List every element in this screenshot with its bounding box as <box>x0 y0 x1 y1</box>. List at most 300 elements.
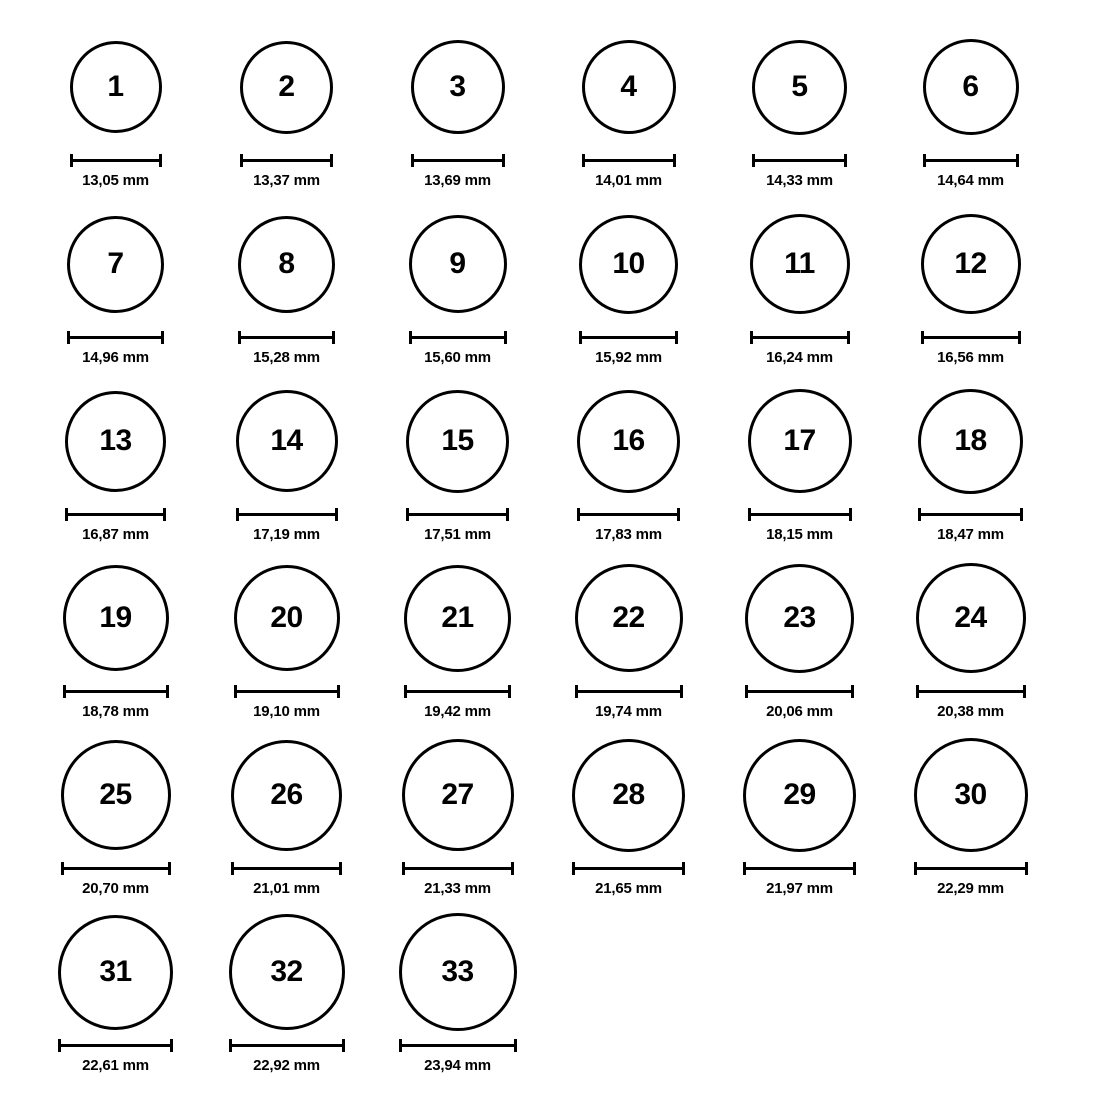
ring-size-number: 1 <box>107 70 124 103</box>
ring-size-number: 26 <box>270 778 303 811</box>
ring-size-cell <box>543 22 714 189</box>
ring-size-number: 33 <box>441 955 474 988</box>
ring-circle-wrap <box>231 730 342 860</box>
ring-size-number: 14 <box>270 424 303 457</box>
caliper-tick-right <box>675 331 678 344</box>
caliper-tick-left <box>921 331 924 344</box>
ring-size-cell <box>714 376 885 543</box>
ring-row <box>30 199 1070 376</box>
diameter-caliper <box>63 685 169 697</box>
caliper-bar <box>918 513 1023 516</box>
diameter-caliper <box>234 685 340 697</box>
ring-size-cell <box>30 376 201 543</box>
ring-row <box>30 907 1070 1084</box>
ring-size-number: 18 <box>954 424 987 457</box>
ring-circle-wrap <box>579 199 678 329</box>
caliper-tick-left <box>575 685 578 698</box>
ring-size-cell <box>543 376 714 543</box>
diameter-label: 18,47 mm <box>937 526 1004 543</box>
ring-size-cell <box>372 199 543 366</box>
ring-row <box>30 376 1070 553</box>
caliper-tick-right <box>168 862 171 875</box>
caliper-tick-left <box>916 685 919 698</box>
ring-circle-wrap <box>577 376 680 506</box>
caliper-tick-right <box>853 862 856 875</box>
ring-circle-wrap <box>404 553 511 683</box>
ring-circle-wrap <box>750 199 850 329</box>
diameter-caliper <box>236 508 338 520</box>
caliper-bar <box>743 867 856 870</box>
caliper-tick-right <box>1025 862 1028 875</box>
ring-size-cell <box>201 907 372 1074</box>
caliper-bar <box>406 513 509 516</box>
caliper-tick-left <box>63 685 66 698</box>
ring-circle-wrap <box>236 376 338 506</box>
caliper-tick-right <box>161 331 164 344</box>
ring-size-cell <box>30 199 201 366</box>
caliper-tick-right <box>332 331 335 344</box>
caliper-bar <box>748 513 852 516</box>
caliper-tick-right <box>342 1039 345 1052</box>
caliper-tick-left <box>406 508 409 521</box>
caliper-tick-left <box>579 331 582 344</box>
caliper-tick-left <box>231 862 234 875</box>
ring-size-cell <box>714 22 885 189</box>
caliper-bar <box>70 159 162 162</box>
ring-size-number: 25 <box>99 778 132 811</box>
ring-circle-wrap <box>58 907 173 1037</box>
ring-size-number: 6 <box>962 70 979 103</box>
caliper-tick-right <box>677 508 680 521</box>
ring-size-cell <box>714 730 885 897</box>
diameter-caliper <box>577 508 680 520</box>
diameter-caliper <box>65 508 166 520</box>
ring-circle <box>918 389 1023 494</box>
ring-size-cell <box>372 22 543 189</box>
diameter-caliper <box>750 331 850 343</box>
diameter-label: 22,29 mm <box>937 880 1004 897</box>
ring-circle-wrap <box>409 199 507 329</box>
diameter-label: 16,24 mm <box>766 349 833 366</box>
ring-size-cell <box>372 553 543 720</box>
caliper-bar <box>579 336 678 339</box>
caliper-tick-right <box>514 1039 517 1052</box>
caliper-bar <box>745 690 854 693</box>
caliper-tick-left <box>236 508 239 521</box>
ring-circle <box>70 41 162 133</box>
caliper-tick-left <box>582 154 585 167</box>
ring-circle-wrap <box>745 553 854 683</box>
ring-size-number: 4 <box>620 70 637 103</box>
caliper-tick-right <box>851 685 854 698</box>
ring-size-cell <box>30 730 201 897</box>
ring-size-number: 16 <box>612 424 645 457</box>
caliper-bar <box>914 867 1028 870</box>
ring-circle-wrap <box>748 376 852 506</box>
diameter-caliper <box>406 508 509 520</box>
ring-circle-wrap <box>914 730 1028 860</box>
diameter-caliper <box>229 1039 345 1051</box>
diameter-caliper <box>921 331 1021 343</box>
diameter-caliper <box>752 154 847 166</box>
ring-circle-wrap <box>411 22 505 152</box>
ring-size-cell <box>201 553 372 720</box>
ring-size-cell <box>885 376 1056 543</box>
diameter-label: 20,06 mm <box>766 703 833 720</box>
caliper-bar <box>234 690 340 693</box>
ring-circle-wrap <box>921 199 1021 329</box>
ring-circle <box>63 565 169 671</box>
caliper-bar <box>577 513 680 516</box>
caliper-tick-right <box>849 508 852 521</box>
caliper-tick-right <box>170 1039 173 1052</box>
caliper-tick-left <box>923 154 926 167</box>
ring-size-cell <box>201 376 372 543</box>
diameter-label: 17,51 mm <box>424 526 491 543</box>
diameter-label: 17,83 mm <box>595 526 662 543</box>
ring-size-number: 28 <box>612 778 645 811</box>
ring-size-number: 19 <box>99 601 132 634</box>
diameter-label: 18,15 mm <box>766 526 833 543</box>
ring-size-cell <box>30 553 201 720</box>
caliper-bar <box>572 867 685 870</box>
ring-size-cell <box>885 22 1056 189</box>
ring-circle-wrap <box>63 553 169 683</box>
ring-circle <box>399 913 517 1031</box>
ring-circle-wrap <box>402 730 514 860</box>
ring-size-cell <box>30 907 201 1074</box>
ring-size-number: 24 <box>954 601 987 634</box>
diameter-caliper <box>399 1039 517 1051</box>
ring-circle-wrap <box>234 553 340 683</box>
ring-circle <box>750 214 850 314</box>
diameter-caliper <box>409 331 507 343</box>
ring-circle <box>914 738 1028 852</box>
caliper-tick-right <box>680 685 683 698</box>
caliper-bar <box>236 513 338 516</box>
ring-circle-wrap <box>65 376 166 506</box>
caliper-tick-right <box>844 154 847 167</box>
ring-size-number: 11 <box>784 247 815 280</box>
ring-circle-wrap <box>399 907 517 1037</box>
ring-size-cell <box>201 730 372 897</box>
ring-size-cell <box>714 553 885 720</box>
caliper-tick-left <box>61 862 64 875</box>
caliper-tick-left <box>238 331 241 344</box>
caliper-tick-left <box>745 685 748 698</box>
ring-circle-wrap <box>752 22 847 152</box>
caliper-tick-left <box>914 862 917 875</box>
diameter-label: 23,94 mm <box>424 1057 491 1074</box>
caliper-tick-right <box>511 862 514 875</box>
diameter-caliper <box>404 685 511 697</box>
ring-circle-wrap <box>240 22 333 152</box>
caliper-bar <box>582 159 676 162</box>
caliper-tick-right <box>502 154 505 167</box>
diameter-label: 19,42 mm <box>424 703 491 720</box>
ring-size-cell <box>30 22 201 189</box>
ring-size-number: 23 <box>783 601 816 634</box>
caliper-tick-left <box>65 508 68 521</box>
ring-size-number: 10 <box>612 247 645 280</box>
ring-size-number: 29 <box>783 778 816 811</box>
ring-size-number: 7 <box>107 247 124 280</box>
ring-circle <box>752 40 847 135</box>
caliper-bar <box>916 690 1026 693</box>
ring-circle <box>236 390 338 492</box>
caliper-tick-right <box>847 331 850 344</box>
ring-circle <box>240 41 333 134</box>
diameter-caliper <box>918 508 1023 520</box>
diameter-label: 15,28 mm <box>253 349 320 366</box>
caliper-tick-left <box>234 685 237 698</box>
ring-circle <box>229 914 345 1030</box>
caliper-bar <box>921 336 1021 339</box>
ring-circle <box>921 214 1021 314</box>
ring-size-number: 31 <box>99 955 132 988</box>
ring-circle <box>748 389 852 493</box>
caliper-bar <box>409 336 507 339</box>
diameter-caliper <box>411 154 505 166</box>
ring-circle <box>577 390 680 493</box>
ring-row <box>30 22 1070 199</box>
ring-circle <box>65 391 166 492</box>
caliper-tick-left <box>750 331 753 344</box>
caliper-tick-right <box>1020 508 1023 521</box>
ring-size-number: 12 <box>954 247 987 280</box>
diameter-label: 21,65 mm <box>595 880 662 897</box>
diameter-caliper <box>238 331 335 343</box>
ring-circle-wrap <box>406 376 509 506</box>
ring-circle <box>234 565 340 671</box>
ring-circle-wrap <box>70 22 162 152</box>
caliper-bar <box>67 336 164 339</box>
ring-circle <box>67 216 164 313</box>
caliper-bar <box>63 690 169 693</box>
ring-size-number: 15 <box>441 424 474 457</box>
caliper-bar <box>58 1044 173 1047</box>
diameter-label: 13,37 mm <box>253 172 320 189</box>
ring-size-cell <box>714 199 885 366</box>
caliper-tick-left <box>743 862 746 875</box>
caliper-tick-right <box>1023 685 1026 698</box>
ring-size-number: 8 <box>278 247 295 280</box>
caliper-tick-left <box>409 331 412 344</box>
diameter-caliper <box>916 685 1026 697</box>
ring-size-cell <box>885 553 1056 720</box>
ring-circle-wrap <box>229 907 345 1037</box>
ring-size-cell <box>372 730 543 897</box>
ring-size-number: 13 <box>99 424 132 457</box>
ring-circle <box>743 739 856 852</box>
ring-size-number: 20 <box>270 601 303 634</box>
ring-size-number: 3 <box>449 70 466 103</box>
ring-circle-wrap <box>918 376 1023 506</box>
ring-circle <box>745 564 854 673</box>
caliper-tick-left <box>240 154 243 167</box>
caliper-tick-left <box>572 862 575 875</box>
diameter-caliper <box>402 862 514 874</box>
diameter-caliper <box>745 685 854 697</box>
diameter-caliper <box>579 331 678 343</box>
diameter-caliper <box>748 508 852 520</box>
diameter-label: 14,33 mm <box>766 172 833 189</box>
caliper-tick-left <box>918 508 921 521</box>
diameter-caliper <box>67 331 164 343</box>
caliper-bar <box>402 867 514 870</box>
ring-circle <box>409 215 507 313</box>
caliper-bar <box>399 1044 517 1047</box>
diameter-label: 14,64 mm <box>937 172 1004 189</box>
diameter-caliper <box>58 1039 173 1051</box>
caliper-bar <box>750 336 850 339</box>
caliper-tick-left <box>748 508 751 521</box>
ring-size-number: 30 <box>954 778 987 811</box>
caliper-tick-right <box>337 685 340 698</box>
diameter-label: 20,70 mm <box>82 880 149 897</box>
diameter-caliper <box>582 154 676 166</box>
diameter-label: 19,10 mm <box>253 703 320 720</box>
ring-circle <box>575 564 683 672</box>
ring-size-cell <box>372 376 543 543</box>
ring-circle-wrap <box>923 22 1019 152</box>
diameter-caliper <box>743 862 856 874</box>
ring-circle-wrap <box>575 553 683 683</box>
ring-circle-wrap <box>61 730 171 860</box>
caliper-bar <box>61 867 171 870</box>
caliper-tick-right <box>673 154 676 167</box>
caliper-bar <box>923 159 1019 162</box>
diameter-label: 22,61 mm <box>82 1057 149 1074</box>
diameter-label: 14,01 mm <box>595 172 662 189</box>
diameter-label: 19,74 mm <box>595 703 662 720</box>
diameter-label: 22,92 mm <box>253 1057 320 1074</box>
ring-size-cell <box>543 553 714 720</box>
diameter-label: 18,78 mm <box>82 703 149 720</box>
diameter-label: 20,38 mm <box>937 703 1004 720</box>
ring-size-number: 22 <box>612 601 645 634</box>
ring-circle <box>404 565 511 672</box>
caliper-tick-left <box>404 685 407 698</box>
caliper-tick-left <box>67 331 70 344</box>
ring-size-cell <box>543 199 714 366</box>
caliper-tick-left <box>752 154 755 167</box>
ring-circle <box>61 740 171 850</box>
diameter-label: 15,60 mm <box>424 349 491 366</box>
ring-circle <box>402 739 514 851</box>
diameter-caliper <box>70 154 162 166</box>
caliper-tick-left <box>399 1039 402 1052</box>
diameter-label: 15,92 mm <box>595 349 662 366</box>
caliper-bar <box>752 159 847 162</box>
ring-size-number: 21 <box>441 601 474 634</box>
diameter-label: 13,05 mm <box>82 172 149 189</box>
ring-size-cell <box>372 907 543 1074</box>
ring-size-number: 32 <box>270 955 303 988</box>
caliper-tick-left <box>402 862 405 875</box>
ring-size-number: 17 <box>783 424 816 457</box>
ring-circle-wrap <box>743 730 856 860</box>
caliper-bar <box>240 159 333 162</box>
caliper-tick-left <box>70 154 73 167</box>
diameter-label: 14,96 mm <box>82 349 149 366</box>
ring-circle <box>231 740 342 851</box>
ring-circle-wrap <box>67 199 164 329</box>
caliper-tick-right <box>335 508 338 521</box>
caliper-tick-right <box>506 508 509 521</box>
diameter-caliper <box>572 862 685 874</box>
ring-circle-wrap <box>916 553 1026 683</box>
caliper-tick-right <box>159 154 162 167</box>
caliper-tick-right <box>330 154 333 167</box>
caliper-tick-left <box>577 508 580 521</box>
ring-circle-wrap <box>582 22 676 152</box>
diameter-caliper <box>240 154 333 166</box>
diameter-label: 21,33 mm <box>424 880 491 897</box>
ring-circle-wrap <box>238 199 335 329</box>
ring-size-number: 27 <box>441 778 474 811</box>
ring-size-number: 9 <box>449 247 466 280</box>
ring-circle <box>58 915 173 1030</box>
caliper-tick-left <box>229 1039 232 1052</box>
ring-circle <box>238 216 335 313</box>
caliper-tick-right <box>682 862 685 875</box>
ring-size-cell <box>543 730 714 897</box>
ring-circle <box>579 215 678 314</box>
caliper-tick-right <box>166 685 169 698</box>
ring-circle <box>582 40 676 134</box>
caliper-tick-right <box>163 508 166 521</box>
diameter-label: 21,97 mm <box>766 880 833 897</box>
caliper-tick-left <box>411 154 414 167</box>
ring-circle <box>411 40 505 134</box>
caliper-bar <box>238 336 335 339</box>
caliper-tick-right <box>1016 154 1019 167</box>
ring-circle <box>406 390 509 493</box>
diameter-caliper <box>914 862 1028 874</box>
ring-size-number: 2 <box>278 70 295 103</box>
caliper-tick-right <box>339 862 342 875</box>
caliper-bar <box>65 513 166 516</box>
ring-size-cell <box>885 730 1056 897</box>
caliper-bar <box>404 690 511 693</box>
caliper-tick-right <box>1018 331 1021 344</box>
diameter-caliper <box>923 154 1019 166</box>
caliper-tick-right <box>504 331 507 344</box>
diameter-caliper <box>231 862 342 874</box>
diameter-label: 17,19 mm <box>253 526 320 543</box>
caliper-bar <box>575 690 683 693</box>
diameter-label: 13,69 mm <box>424 172 491 189</box>
ring-row <box>30 553 1070 730</box>
caliper-bar <box>229 1044 345 1047</box>
caliper-bar <box>231 867 342 870</box>
caliper-tick-right <box>508 685 511 698</box>
ring-circle <box>923 39 1019 135</box>
ring-circle <box>916 563 1026 673</box>
ring-size-cell <box>201 22 372 189</box>
ring-circle-wrap <box>572 730 685 860</box>
ring-size-cell <box>201 199 372 366</box>
ring-size-cell <box>885 199 1056 366</box>
ring-circle <box>572 739 685 852</box>
ring-size-number: 5 <box>791 70 808 103</box>
diameter-caliper <box>61 862 171 874</box>
diameter-label: 16,87 mm <box>82 526 149 543</box>
ring-row <box>30 730 1070 907</box>
diameter-label: 21,01 mm <box>253 880 320 897</box>
diameter-label: 16,56 mm <box>937 349 1004 366</box>
